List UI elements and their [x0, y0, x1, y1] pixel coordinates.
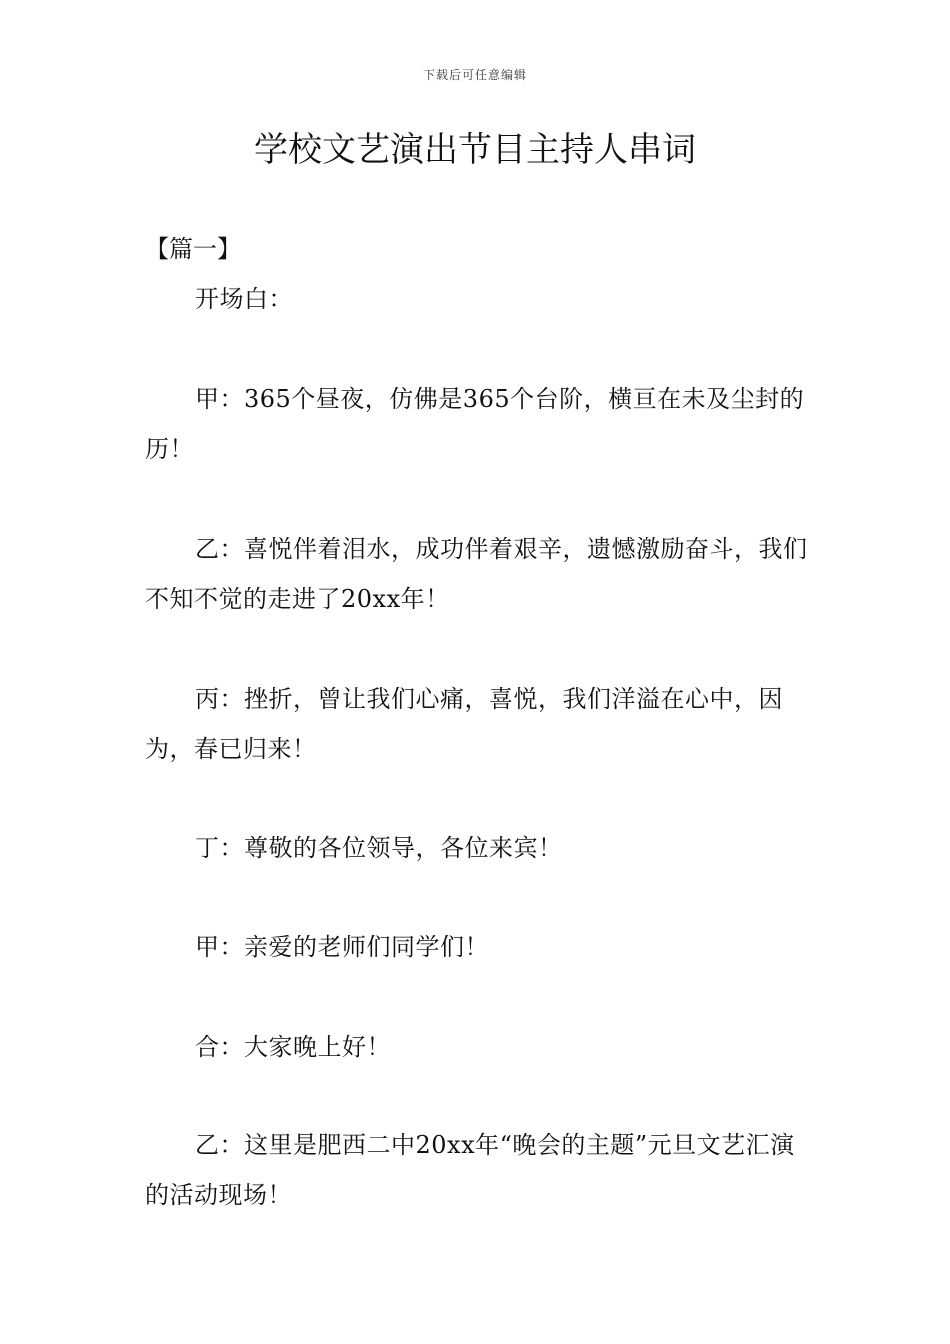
paragraph-yi-2: 乙：这里是肥西二中20xx年“晚会的主题”元旦文艺汇演的活动现场！	[145, 1131, 795, 1209]
paragraph-yi-1: 乙：喜悦伴着泪水，成功伴着艰辛，遗憾激励奋斗，我们不知不觉的走进了20xx年！	[145, 535, 808, 613]
paragraph-jia-2: 甲：亲爱的老师们同学们！	[195, 933, 489, 961]
document-title: 学校文艺演出节目主持人串词	[254, 130, 696, 170]
paragraph-ding: 丁：尊敬的各位领导，各位来宾！	[195, 834, 563, 862]
paragraph-opening: 开场白：	[195, 285, 293, 313]
paragraph-bing: 丙：挫折，曾让我们心痛，喜悦，我们洋溢在心中，因为，春已归来！	[145, 685, 783, 763]
paragraph-jia-1: 甲：365个昼夜，仿佛是365个台阶，横亘在未及尘封的历！	[145, 385, 805, 463]
section-label: 【篇一】	[145, 235, 241, 263]
header-note: 下载后可任意编辑	[422, 68, 527, 82]
paragraph-he: 合：大家晚上好！	[195, 1033, 391, 1061]
